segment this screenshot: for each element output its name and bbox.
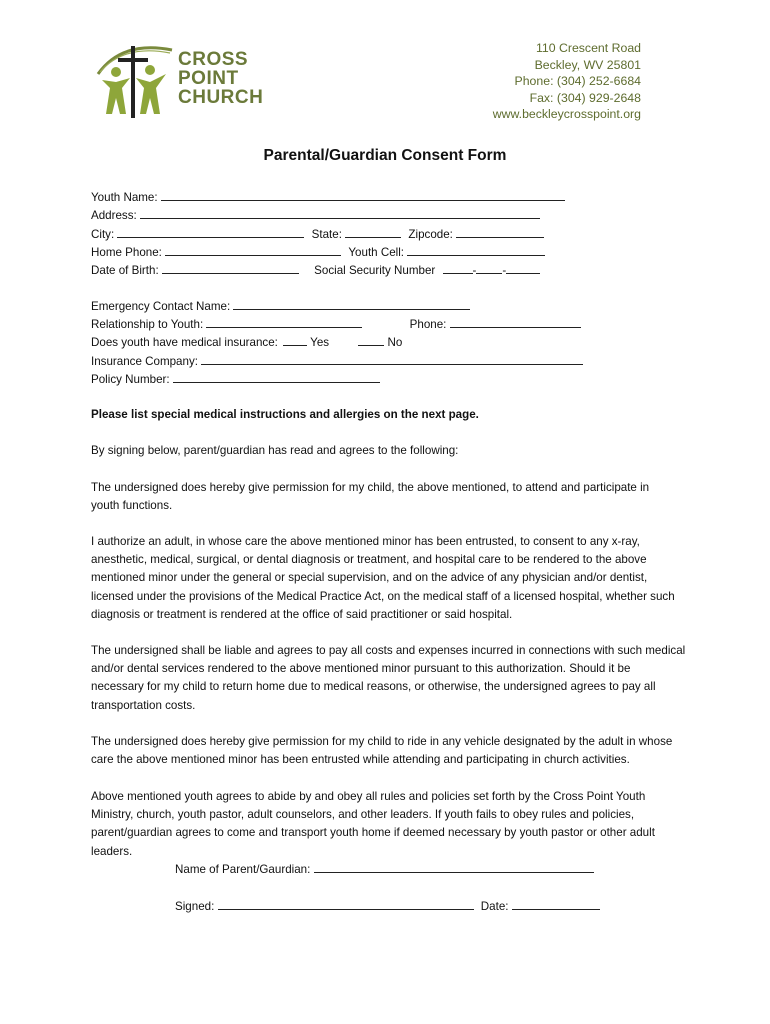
paragraph-2 (91, 533, 691, 624)
ssn-field-part-1[interactable] (443, 263, 473, 274)
insurance-question-label: Does youth have medical insurance: (91, 336, 278, 349)
parent-name-label: Name of Parent/Gaurdian: (175, 863, 311, 876)
contact-info (493, 40, 641, 123)
signature-row (175, 899, 600, 914)
logo-line-1: CROSS (178, 49, 249, 70)
youth-name-row (91, 190, 565, 205)
dob-field[interactable] (162, 263, 299, 274)
address-row (91, 208, 540, 223)
relationship-label: Relationship to Youth: (91, 318, 204, 331)
paragraph-1 (91, 479, 691, 515)
ssn-field-part-3[interactable] (506, 263, 540, 274)
insurance-yes-field[interactable] (283, 335, 307, 346)
youth-name-field[interactable] (161, 190, 565, 201)
paragraph-4 (91, 733, 691, 769)
city-label: City: (91, 228, 115, 241)
page-title: Parental/Guardian Consent Form (263, 147, 507, 164)
paragraph-line: leaders. (91, 844, 133, 858)
paragraph-line: licensed under the provisions of the Medical Practice Act, on the medical staff of a licensed hospital, whether such (91, 589, 675, 603)
state-field[interactable] (345, 227, 401, 238)
policy-number-row (91, 372, 380, 387)
paragraph-line: Above mentioned youth agrees to abide by and obey all rules and policies set forth by the Cross Point Youth (91, 790, 646, 803)
paragraph-line: parent/guardian agrees to come and transport youth home if deemed necessary by youth pastor or other adult (91, 826, 655, 840)
ssn-label: Social Security Number (314, 264, 436, 277)
zipcode-field[interactable] (456, 227, 544, 238)
youth-cell-field[interactable] (407, 245, 545, 256)
date-field[interactable] (512, 899, 600, 910)
paragraph-line: The undersigned does hereby give permission for my child to ride in any vehicle designated by the adult in whose (91, 735, 673, 748)
medical-note: Please list special medical instructions and allergies on the next page. (91, 408, 479, 421)
address-line-1: 110 Crescent Road (535, 41, 641, 55)
website: www.beckleycrosspoint.org (492, 107, 641, 122)
logo-line-2: POINT (178, 68, 239, 89)
dob-label: Date of Birth: (91, 264, 159, 277)
logo-line-3: CHURCH (178, 87, 264, 108)
emergency-phone-field[interactable] (450, 317, 581, 328)
parent-name-field[interactable] (314, 862, 594, 873)
dob-ssn-row: Date of Birth: Social Security Number - - (91, 263, 540, 278)
paragraph-line: transportation costs. (91, 698, 196, 712)
agreement-intro: By signing below, parent/guardian has read and agrees to the following: (91, 444, 459, 457)
paragraph-line: care the above mentioned minor has been entrusted while attending and participating in church activities. (91, 753, 630, 767)
home-phone-label: Home Phone: (91, 246, 162, 259)
date-label: Date: (480, 900, 509, 913)
fax-number: Fax: (304) 929-2648 (529, 90, 641, 105)
emergency-phone-label: Phone: (409, 318, 447, 331)
paragraph-line: I authorize an adult, in whose care the above mentioned minor has been entrusted, to consent to any x-ray, (91, 535, 640, 548)
insurance-no-field[interactable] (358, 335, 384, 346)
paragraph-line: diagnosis or treatment is rendered at the office of said practitioner or said hospital. (91, 607, 513, 621)
insurance-company-label: Insurance Company: (91, 355, 198, 368)
paragraph-line: The undersigned shall be liable and agrees to pay all costs and expenses incurred in connections with such medical (91, 644, 686, 657)
city-field[interactable] (117, 227, 304, 238)
city-state-zip-row (91, 227, 544, 242)
emergency-contact-label: Emergency Contact Name: (91, 300, 231, 313)
address-field[interactable] (140, 208, 540, 219)
paragraph-line: anesthetic, medical, surgical, or dental diagnosis or treatment, and hospital care to be rendered to the above (91, 553, 647, 567)
youth-name-label: Youth Name: (91, 191, 158, 204)
paragraph-line: necessary for my child to return home due to medical reasons, or otherwise, the undersigned agrees to pay all (91, 680, 656, 694)
relationship-row (91, 317, 581, 332)
insurance-company-row (91, 354, 583, 369)
phone-row (91, 245, 545, 260)
policy-number-label: Policy Number: (91, 373, 170, 386)
phone-number: Phone: (304) 252-6684 (514, 74, 641, 89)
cross-people-icon (92, 36, 182, 120)
paragraph-line: youth functions. (91, 499, 173, 513)
paragraph-line: The undersigned does hereby give permission for my child, the above mentioned, to attend and participate in (91, 481, 650, 494)
relationship-field[interactable] (206, 317, 362, 328)
youth-cell-label: Youth Cell: (348, 246, 405, 259)
paragraph-3 (91, 642, 691, 715)
address-label: Address: (91, 209, 137, 222)
signature-field[interactable] (218, 899, 474, 910)
ssn-field-part-2[interactable] (476, 263, 502, 274)
insurance-yes-label: Yes (310, 336, 330, 349)
church-name (178, 50, 263, 107)
state-label: State: (311, 228, 342, 241)
emergency-contact-field[interactable] (233, 299, 470, 310)
paragraph-line: and/or dental services rendered to the above mentioned minor pursuant to this authorization. Should it be (91, 662, 631, 676)
signed-label: Signed: (175, 900, 215, 913)
home-phone-field[interactable] (165, 245, 341, 256)
paragraph-line: Ministry, church, youth pastor, adult counselors, and other leaders. If youth fails to obey rules and policies, (91, 808, 635, 822)
parent-name-row (175, 862, 594, 877)
insurance-question-row (91, 335, 402, 350)
policy-number-field[interactable] (173, 372, 380, 383)
address-line-2: Beckley, WV 25801 (534, 57, 641, 72)
paragraph-5 (91, 788, 691, 861)
emergency-contact-row (91, 299, 470, 314)
insurance-company-field[interactable] (201, 354, 583, 365)
insurance-no-label: No (387, 336, 403, 349)
zipcode-label: Zipcode: (408, 228, 453, 241)
paragraph-line: mentioned minor under the general or special supervision, and on the advice of any physician and/or dentist, (91, 571, 648, 585)
